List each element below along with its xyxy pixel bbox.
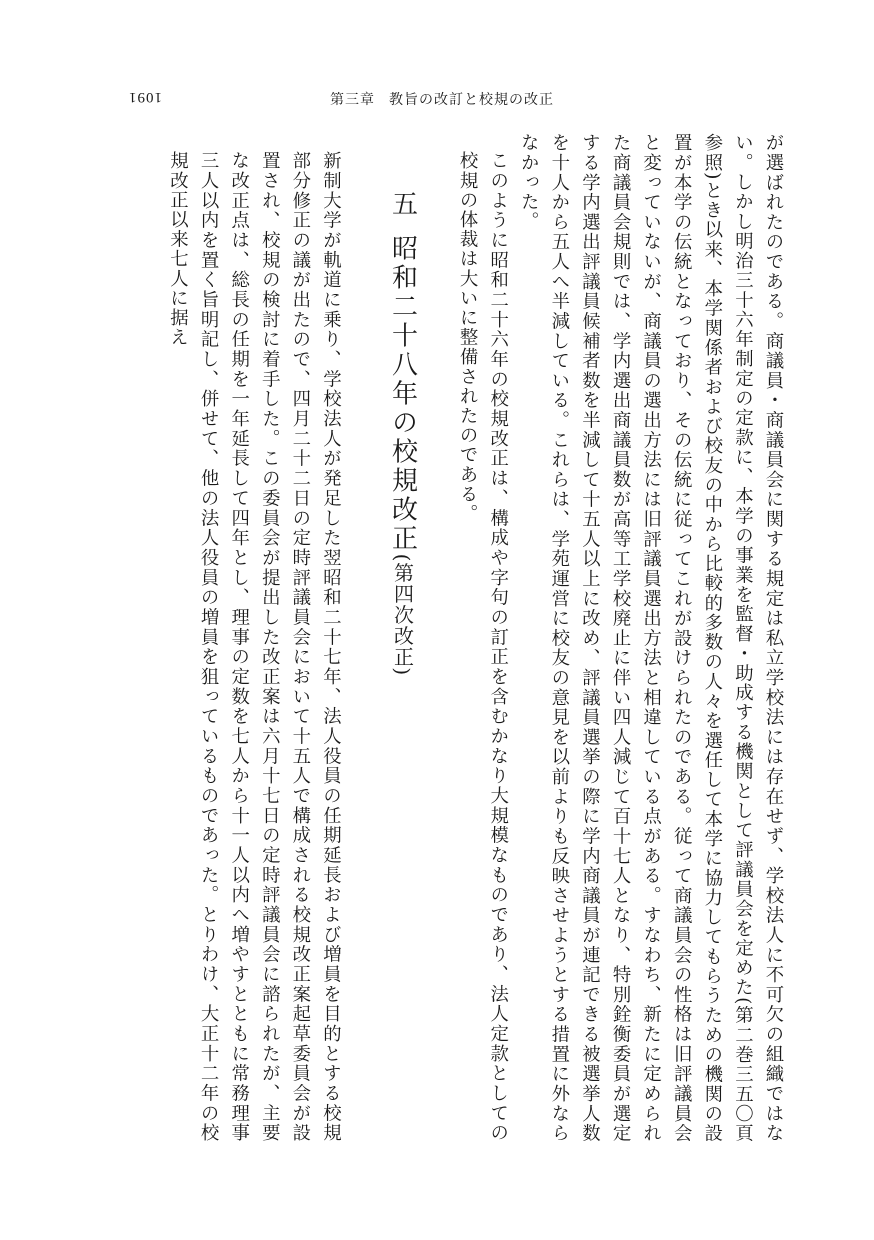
paragraph-continuation: が選ばれたのである。商議員・商議員会に関する規定は私立学校法には存在せず、学校法人に不可欠の組織ではない。しかし明治三十六年制定の定款に、本学の事業を監督・助成する機関として評議員会を定めた(第二巻三五〇頁参照)とき以来、本学関係者および校友の中から比較的多数の人々を選任して本学に協力してもらうための機関の設置が本学の伝統となっており、その伝統に従ってこれが設けられたのである。従って商議員会の性格は旧評議員会と変っていないが、商議員の選出方法には旧評議員選出方法と相違している点がある。すなわち、新たに定められた商議員会規則では、学内選出商議員数が高等工学校廃止に伴い四人減じて百十七人となり、特別銓衡委員が選定する学内選出評議員候補者数を半減して十五人以上に改め、評議員選挙の際に学内商議員が連記できる被選挙人数を十人から五人へ半減している。これらは、学苑運営に校友の意見を以前よりも反映させようとする措置に外ならなかった。 xyxy=(518,133,784,1143)
section-subtitle: (第四次改正) xyxy=(390,553,415,677)
running-head xyxy=(330,89,554,109)
body-text xyxy=(88,133,788,1143)
page-number: 1091 xyxy=(128,89,162,105)
section-number: 五 xyxy=(387,190,418,220)
section-title: 昭和二十八年の校規改正 xyxy=(387,234,418,554)
chapter-label: 第三章 xyxy=(330,92,375,108)
section-heading xyxy=(387,133,417,1143)
chapter-title: 教旨の改訂と校規の改正 xyxy=(389,92,554,108)
paragraph-summary: このように昭和二十六年の校規改正は、構成や字句の訂正を含むかなり大規模なものであり、法人定款としての校規の体裁は大いに整備されたのである。 xyxy=(457,151,509,1143)
paragraph-section-body: 新制大学が軌道に乗り、学校法人が発足した翌昭和二十七年、法人役員の任期延長および増員を目的とする校規部分修正の議が出たので、四月二十二日の定時評議員会において十五人で構成される校規改正案起草委員会が設置され、校規の検討に着手した。この委員会が提出した改正案は六月十七日の定時評議員会に諮られたが、主要な改正点は、総長の任期を一年延長して四年とし、理事の定数を七人から十一人以内へ増やすとともに常務理事三人以内を置く旨明記し、併せて、他の法人役員の増員を狙っているものであった。とりわけ、大正十二年の校規改正以来七人に据え xyxy=(167,151,342,1143)
